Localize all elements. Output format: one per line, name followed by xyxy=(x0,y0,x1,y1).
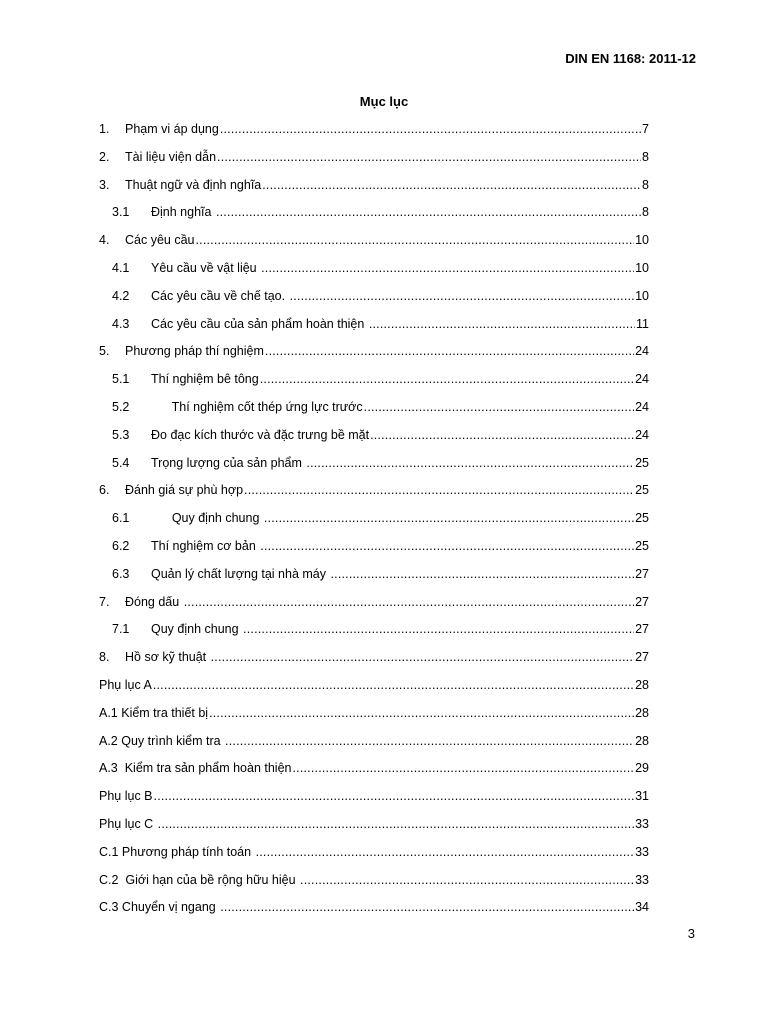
dot-leader xyxy=(154,788,635,804)
dot-leader xyxy=(225,733,634,749)
toc-entry-title: Yêu cầu về vật liệu xyxy=(151,260,261,275)
toc-entry-title: Các yêu cầu của sản phẩm hoàn thiện xyxy=(151,316,368,331)
toc-entry-number: 7. xyxy=(99,594,110,609)
toc-entry-page: 33 xyxy=(635,816,649,831)
dot-leader xyxy=(330,566,634,582)
toc-entry[interactable] xyxy=(99,899,649,927)
toc-entry[interactable] xyxy=(99,760,649,788)
toc-entry-number: 5.2 xyxy=(112,399,130,414)
toc-entry-page: 25 xyxy=(635,511,649,526)
toc-entry-page: 25 xyxy=(635,455,649,470)
toc-entry-number: 2. xyxy=(99,149,110,164)
toc-entry[interactable] xyxy=(99,204,649,232)
toc-entry-page: 27 xyxy=(635,622,649,637)
toc-entry[interactable] xyxy=(99,733,649,761)
toc-entry-page: 24 xyxy=(635,399,649,414)
toc-entry-number: 6.1 xyxy=(112,511,130,526)
toc-entry[interactable] xyxy=(99,594,649,622)
toc-entry[interactable] xyxy=(99,844,649,872)
toc-entry-number: 5.3 xyxy=(112,427,130,442)
dot-leader xyxy=(370,427,634,443)
dot-leader xyxy=(184,594,634,610)
dot-leader xyxy=(260,371,634,387)
dot-leader xyxy=(153,677,634,693)
toc-entry-title: Phụ lục B xyxy=(99,789,153,804)
toc-entry-page: 34 xyxy=(635,900,649,915)
toc-entry-page: 11 xyxy=(636,316,649,331)
toc-entry-page: 27 xyxy=(635,594,649,609)
dot-leader xyxy=(262,177,641,193)
toc-entry-number: 4.3 xyxy=(112,316,130,331)
toc-entry-page: 27 xyxy=(635,650,649,665)
toc-entry-title: Các yêu cầu về chế tạo. xyxy=(151,288,289,303)
toc-entry-page: 28 xyxy=(635,733,649,748)
toc-entry-title: Đóng dấu xyxy=(125,594,183,609)
toc-entry[interactable] xyxy=(99,872,649,900)
dot-leader xyxy=(369,316,635,332)
toc-entry-number: 6.2 xyxy=(112,538,130,553)
toc-entry-number: 5. xyxy=(99,344,110,359)
toc-entry-title: A.2 Quy trình kiểm tra xyxy=(99,733,225,748)
toc-entry-title: Đánh giá sự phù hợp xyxy=(125,483,244,498)
toc-entry-title: A.3 Kiểm tra sản phẩm hoàn thiện xyxy=(99,761,292,776)
toc-entry[interactable] xyxy=(99,677,649,705)
toc-entry-title: Định nghĩa xyxy=(151,205,215,220)
dot-leader xyxy=(306,455,634,471)
dot-leader xyxy=(243,621,634,637)
toc-entry[interactable] xyxy=(99,316,649,344)
toc-entry-title: Đo đạc kích thước và đặc trưng bề mặt xyxy=(151,427,370,442)
toc-entry[interactable] xyxy=(99,343,649,371)
toc-entry-title: Thí nghiệm cốt thép ứng lực trước xyxy=(151,399,363,414)
toc-entry-page: 8 xyxy=(642,205,649,220)
toc-entry-page: 28 xyxy=(635,677,649,692)
toc-entry-page: 10 xyxy=(635,260,649,275)
toc-entry-page: 33 xyxy=(635,844,649,859)
dot-leader xyxy=(292,760,634,776)
toc-entry-title: Quản lý chất lượng tại nhà máy xyxy=(151,566,330,581)
toc-entry-title: Thí nghiệm cơ bản xyxy=(151,538,260,553)
dot-leader xyxy=(220,121,641,137)
toc-entry-title: Thí nghiệm bê tông xyxy=(151,372,259,387)
toc-entry[interactable] xyxy=(99,288,649,316)
toc-entry-page: 24 xyxy=(635,344,649,359)
toc-entry-title: Tài liệu viện dẫn xyxy=(125,149,217,164)
toc-entry-title: C.1 Phương pháp tính toán xyxy=(99,844,255,859)
toc-entry-page: 24 xyxy=(635,427,649,442)
document-code: DIN EN 1168: 2011-12 xyxy=(565,51,696,66)
toc-entry-number: 8. xyxy=(99,650,110,665)
toc-entry[interactable] xyxy=(99,566,649,594)
toc-entry-number: 4.2 xyxy=(112,288,130,303)
toc-entry[interactable] xyxy=(99,621,649,649)
dot-leader xyxy=(265,343,634,359)
toc-entry[interactable] xyxy=(99,177,649,205)
dot-leader xyxy=(220,899,634,915)
toc-entry-number: 6.3 xyxy=(112,566,130,581)
toc-entry-number: 3.1 xyxy=(112,205,130,220)
toc-entry-title: Phụ lục C xyxy=(99,816,157,831)
dot-leader xyxy=(364,399,634,415)
toc-entry-title: Thuật ngữ và định nghĩa xyxy=(125,177,262,192)
toc-entry[interactable] xyxy=(99,232,649,260)
dot-leader xyxy=(216,204,641,220)
toc-entry-title: Quy định chung xyxy=(151,511,263,526)
toc-entry-title: C.2 Giới hạn của bề rộng hữu hiệu xyxy=(99,872,300,887)
toc-entry[interactable] xyxy=(99,510,649,538)
dot-leader xyxy=(260,538,634,554)
toc-entry-number: 3. xyxy=(99,177,110,192)
toc-entry-page: 27 xyxy=(635,566,649,581)
toc-entry-page: 7 xyxy=(642,122,649,136)
toc-entry-title: Các yêu cầu xyxy=(125,233,195,248)
toc-entry-number: 7.1 xyxy=(112,622,130,637)
toc-entry-number: 6. xyxy=(99,483,110,498)
toc-entry-title: Phụ lục A xyxy=(99,677,152,692)
toc-entry[interactable] xyxy=(99,121,649,149)
toc-entry[interactable] xyxy=(99,260,649,288)
toc-entry-number: 1. xyxy=(99,122,110,136)
toc-entry[interactable] xyxy=(99,482,649,510)
toc-entry[interactable] xyxy=(99,371,649,399)
toc-entry[interactable] xyxy=(99,399,649,427)
dot-leader xyxy=(211,649,634,665)
toc-entry[interactable] xyxy=(99,705,649,733)
toc-entry-page: 25 xyxy=(635,483,649,498)
dot-leader xyxy=(195,232,634,248)
dot-leader xyxy=(261,260,634,276)
toc-entry-number: 4.1 xyxy=(112,260,130,275)
toc-entry-title: Phương pháp thí nghiệm xyxy=(125,344,264,359)
dot-leader xyxy=(264,510,634,526)
toc-entry-page: 28 xyxy=(635,705,649,720)
toc-entry-page: 25 xyxy=(635,538,649,553)
toc-entry[interactable] xyxy=(99,649,649,677)
toc-entry-number: 5.4 xyxy=(112,455,130,470)
toc-entry-number: 4. xyxy=(99,233,110,248)
toc-entry-title: Trọng lượng của sản phẩm xyxy=(151,455,306,470)
dot-leader xyxy=(209,705,634,721)
toc-entry-page: 33 xyxy=(635,872,649,887)
toc-entry-title: C.3 Chuyển vị ngang xyxy=(99,900,220,915)
toc-entry-title: A.1 Kiểm tra thiết bị xyxy=(99,705,209,720)
toc-entry-page: 24 xyxy=(635,372,649,387)
toc-title: Mục lục xyxy=(359,94,409,109)
toc-entry-title: Quy định chung xyxy=(151,622,243,637)
toc-entry[interactable] xyxy=(99,538,649,566)
toc-entry[interactable] xyxy=(99,427,649,455)
toc-entry[interactable] xyxy=(99,455,649,483)
toc-entry[interactable] xyxy=(99,788,649,816)
table-of-contents xyxy=(99,121,649,927)
toc-entry-title: Hồ sơ kỹ thuật xyxy=(125,650,210,665)
toc-entry-page: 31 xyxy=(635,789,649,804)
toc-entry[interactable] xyxy=(99,816,649,844)
dot-leader xyxy=(300,872,634,888)
page-number: 3 xyxy=(687,926,695,941)
dot-leader xyxy=(158,816,634,832)
toc-entry-page: 29 xyxy=(635,761,649,776)
dot-leader xyxy=(244,482,634,498)
toc-entry-page: 8 xyxy=(642,149,649,164)
dot-leader xyxy=(217,149,641,165)
toc-entry-page: 10 xyxy=(635,288,649,303)
dot-leader xyxy=(290,288,635,304)
toc-entry-number: 5.1 xyxy=(112,372,130,387)
toc-entry-page: 10 xyxy=(635,233,649,248)
toc-entry-title: Phạm vi áp dụng xyxy=(125,122,219,136)
toc-entry[interactable] xyxy=(99,149,649,177)
toc-entry-page: 8 xyxy=(642,177,649,192)
dot-leader xyxy=(256,844,635,860)
